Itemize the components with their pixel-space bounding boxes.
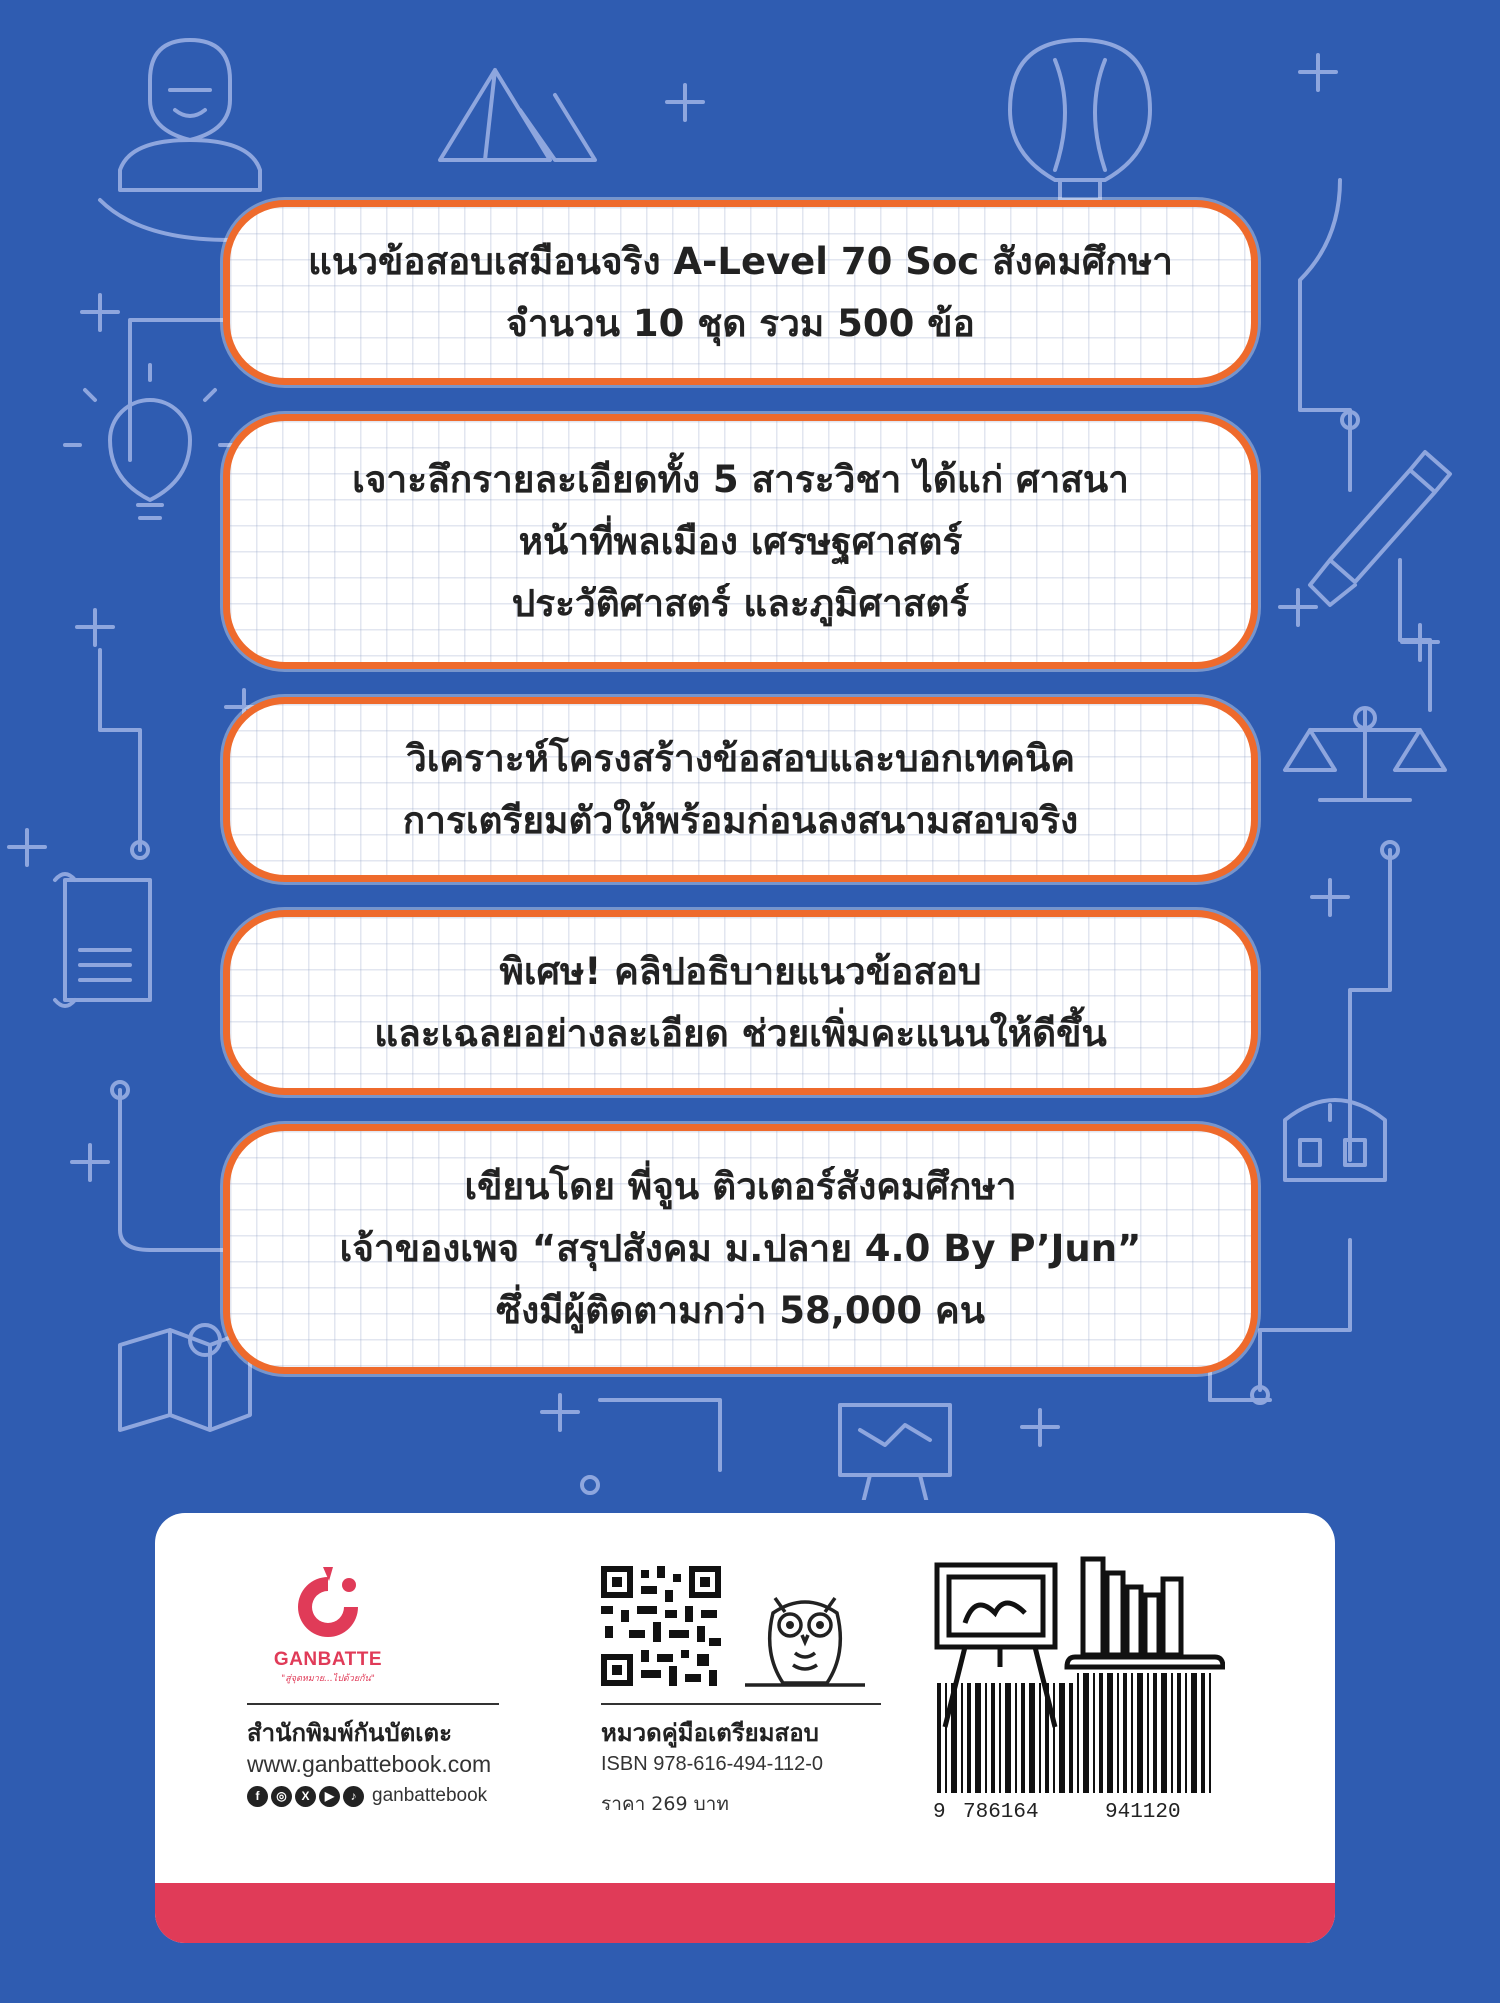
- social-handle: ganbattebook: [372, 1785, 488, 1806]
- card-line: เจาะลึกรายละเอียดทั้ง 5 สาระวิชา ได้แก่ ศาสนา: [352, 457, 1129, 501]
- logo-tagline: "สู่จุดหมาย...ไปด้วยกัน": [281, 1674, 375, 1684]
- castle-building-icon: [1285, 1100, 1385, 1180]
- feature-card-4: [223, 910, 1258, 1095]
- card-line: ซึ่งมีผู้ติดตามกว่า 58,000 คน: [495, 1289, 986, 1332]
- facebook-icon[interactable]: f: [247, 1786, 268, 1807]
- card-line: วิเคราะห์โครงสร้างข้อสอบและบอกเทคนิค: [405, 736, 1076, 780]
- feature-card-5: [223, 1124, 1258, 1374]
- feature-card-1: [223, 200, 1258, 385]
- card-line: เขียนโดย พี่จูน ติวเตอร์สังคมศึกษา: [464, 1165, 1017, 1208]
- barcode-digit-group-2: 941120: [1105, 1801, 1181, 1824]
- statue-bust-icon: [120, 40, 260, 190]
- social-links: [247, 1785, 487, 1807]
- card-line: และเฉลยอย่างละเอียด ช่วยเพิ่มคะแนนให้ดีขึ้น: [374, 1011, 1107, 1055]
- barcode-digit-prefix: 9: [933, 1801, 946, 1824]
- owl-mascot-icon: [745, 1573, 865, 1698]
- hot-air-balloon-icon: [1010, 40, 1150, 200]
- easel-painting-icon: [840, 1405, 950, 1500]
- card-line: จำนวน 10 ชุด รวม 500 ข้อ: [506, 301, 975, 345]
- ganbatte-logo-icon: [283, 1563, 373, 1641]
- lightbulb-icon: [65, 365, 235, 518]
- feature-card-3: [223, 697, 1258, 882]
- card-line: เจ้าของเพจ “สรุปสังคม ม.ปลาย 4.0 By P’Jun”: [339, 1227, 1142, 1270]
- qr-code[interactable]: [601, 1566, 721, 1686]
- publisher-name: สำนักพิมพ์กันบัตเตะ: [247, 1719, 452, 1747]
- footer-accent-stripe: [155, 1883, 1335, 1943]
- barcode-bars: [937, 1673, 1211, 1793]
- barcode-illustration: [925, 1553, 1225, 1803]
- pyramid-icon: [440, 70, 595, 160]
- divider: [601, 1703, 881, 1705]
- barcode-digit-group-1: 786164: [963, 1801, 1039, 1824]
- publisher-footer-panel: [155, 1513, 1335, 1943]
- scroll-document-icon: [55, 874, 150, 1006]
- book-price: ราคา 269 บาท: [601, 1793, 729, 1815]
- card-line: พิเศษ! คลิปอธิบายแนวข้อสอบ: [499, 949, 982, 993]
- divider: [247, 1703, 499, 1705]
- logo-name: GANBATTE: [273, 1649, 383, 1670]
- card-line: การเตรียมตัวให้พร้อมก่อนลงสนามสอบจริง: [402, 798, 1079, 842]
- card-line: หน้าที่พลเมือง เศรษฐศาสตร์: [518, 519, 963, 563]
- youtube-icon[interactable]: ▶: [319, 1786, 340, 1807]
- tiktok-icon[interactable]: ♪: [343, 1786, 364, 1807]
- card-line: แนวข้อสอบเสมือนจริง A-Level 70 Soc สังคมศึกษา: [308, 239, 1173, 283]
- publisher-logo: [243, 1563, 413, 1685]
- isbn-number: ISBN 978-616-494-112-0: [601, 1753, 823, 1775]
- feature-card-2: [223, 414, 1258, 669]
- card-line: ประวัติศาสตร์ และภูมิศาสตร์: [511, 581, 970, 625]
- x-icon[interactable]: X: [295, 1786, 316, 1807]
- justice-scales-icon: [1285, 708, 1445, 800]
- instagram-icon[interactable]: ◎: [271, 1786, 292, 1807]
- highlighter-pen-icon: [1310, 452, 1450, 605]
- publisher-website[interactable]: www.ganbattebook.com: [247, 1751, 492, 1777]
- book-category: หมวดคู่มือเตรียมสอบ: [601, 1719, 819, 1747]
